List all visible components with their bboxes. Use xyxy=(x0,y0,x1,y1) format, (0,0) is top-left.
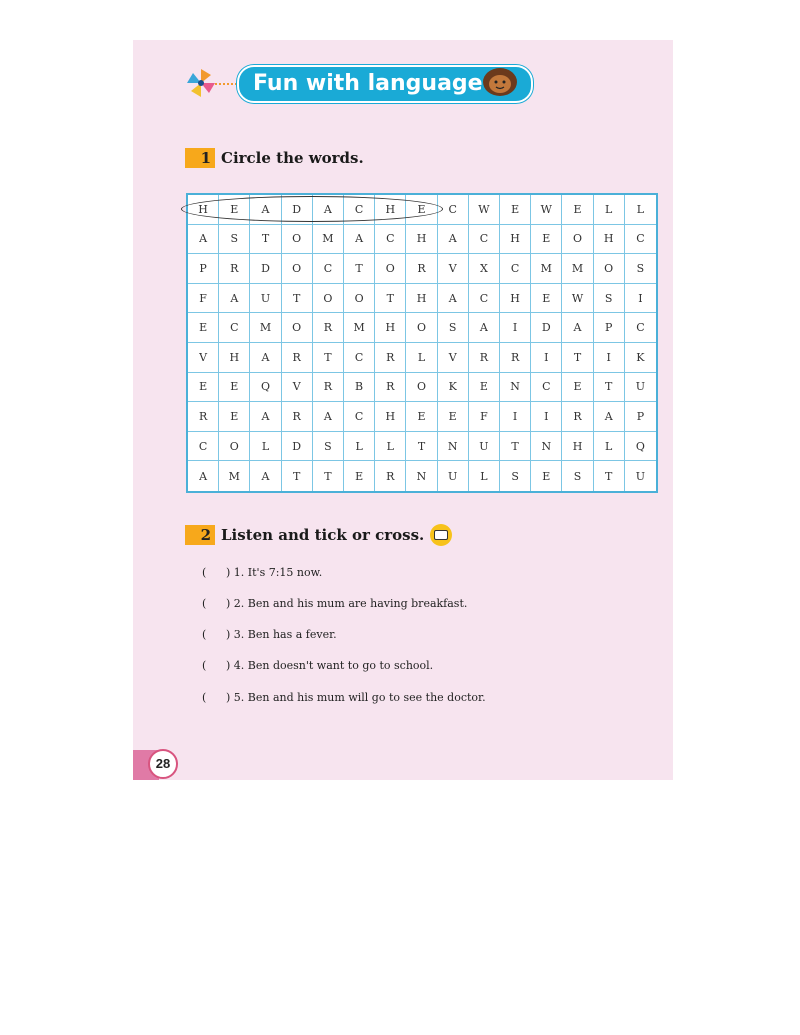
section-banner xyxy=(185,63,525,103)
grid-cell[interactable]: T xyxy=(406,432,437,462)
grid-cell[interactable]: O xyxy=(282,313,313,343)
grid-cell[interactable]: M xyxy=(219,461,250,491)
grid-cell[interactable]: R xyxy=(188,402,219,432)
grid-cell[interactable]: O xyxy=(344,284,375,314)
grid-cell[interactable]: E xyxy=(438,402,469,432)
grid-cell[interactable]: A xyxy=(250,343,281,373)
answer-paren[interactable]: ( xyxy=(202,659,207,672)
section-1-number: 1 xyxy=(185,148,215,168)
grid-cell[interactable]: T xyxy=(500,432,531,462)
grid-cell[interactable]: R xyxy=(282,402,313,432)
grid-cell[interactable]: A xyxy=(562,313,593,343)
grid-cell[interactable]: E xyxy=(219,373,250,403)
grid-cell[interactable]: A xyxy=(438,284,469,314)
grid-cell[interactable]: A xyxy=(188,225,219,255)
question-text: ) 2. Ben and his mum are having breakfast. xyxy=(226,597,468,610)
grid-cell[interactable]: C xyxy=(531,373,562,403)
grid-cell[interactable]: T xyxy=(282,461,313,491)
grid-cell[interactable]: M xyxy=(250,313,281,343)
grid-cell[interactable]: M xyxy=(562,254,593,284)
grid-cell[interactable]: O xyxy=(282,225,313,255)
answer-paren[interactable]: ( xyxy=(202,691,207,704)
grid-cell[interactable]: T xyxy=(594,461,625,491)
question-3 xyxy=(202,628,337,641)
grid-cell[interactable]: B xyxy=(344,373,375,403)
grid-cell[interactable]: R xyxy=(313,313,344,343)
grid-cell[interactable]: L xyxy=(406,343,437,373)
grid-cell[interactable]: L xyxy=(344,432,375,462)
grid-cell[interactable]: O xyxy=(282,254,313,284)
grid-cell[interactable]: D xyxy=(282,195,313,225)
grid-cell[interactable]: C xyxy=(469,284,500,314)
grid-cell[interactable]: E xyxy=(562,195,593,225)
grid-cell[interactable]: C xyxy=(313,254,344,284)
grid-cell[interactable]: K xyxy=(625,343,656,373)
grid-cell[interactable]: A xyxy=(438,225,469,255)
grid-cell[interactable]: O xyxy=(406,313,437,343)
grid-cell[interactable]: T xyxy=(282,284,313,314)
grid-cell[interactable]: A xyxy=(219,284,250,314)
grid-cell[interactable]: H xyxy=(188,195,219,225)
grid-cell[interactable]: R xyxy=(406,254,437,284)
grid-cell[interactable]: E xyxy=(562,373,593,403)
grid-cell[interactable]: T xyxy=(562,343,593,373)
grid-cell[interactable]: R xyxy=(313,373,344,403)
face-icon xyxy=(481,65,519,99)
grid-cell[interactable]: I xyxy=(625,284,656,314)
grid-cell[interactable]: O xyxy=(406,373,437,403)
grid-cell[interactable]: L xyxy=(594,195,625,225)
grid-cell[interactable]: N xyxy=(531,432,562,462)
grid-cell[interactable]: E xyxy=(406,195,437,225)
answer-paren[interactable]: ( xyxy=(202,628,207,641)
grid-cell[interactable]: L xyxy=(625,195,656,225)
grid-cell[interactable]: W xyxy=(469,195,500,225)
grid-cell[interactable]: C xyxy=(375,225,406,255)
grid-cell[interactable]: E xyxy=(531,225,562,255)
grid-cell[interactable]: L xyxy=(375,432,406,462)
grid-cell[interactable]: C xyxy=(625,225,656,255)
grid-cell[interactable]: V xyxy=(438,254,469,284)
grid-cell[interactable]: C xyxy=(500,254,531,284)
grid-cell[interactable]: I xyxy=(531,343,562,373)
grid-cell[interactable]: A xyxy=(250,195,281,225)
grid-cell[interactable]: C xyxy=(438,195,469,225)
grid-cell[interactable]: R xyxy=(500,343,531,373)
grid-cell[interactable]: C xyxy=(469,225,500,255)
grid-cell[interactable]: F xyxy=(469,402,500,432)
grid-cell[interactable]: V xyxy=(188,343,219,373)
grid-cell[interactable]: C xyxy=(219,313,250,343)
grid-cell[interactable]: A xyxy=(250,461,281,491)
grid-cell[interactable]: H xyxy=(500,284,531,314)
question-text: ) 4. Ben doesn't want to go to school. xyxy=(226,659,434,672)
question-text: ) 5. Ben and his mum will go to see the doctor. xyxy=(226,691,486,704)
question-text: ) 3. Ben has a fever. xyxy=(226,628,337,641)
grid-cell[interactable]: H xyxy=(406,284,437,314)
grid-cell[interactable]: D xyxy=(250,254,281,284)
grid-cell[interactable]: H xyxy=(594,225,625,255)
pinwheel-icon xyxy=(185,67,217,99)
grid-cell[interactable]: A xyxy=(313,402,344,432)
grid-cell[interactable]: E xyxy=(188,373,219,403)
grid-cell[interactable]: E xyxy=(344,461,375,491)
grid-cell[interactable]: W xyxy=(531,195,562,225)
grid-cell[interactable]: A xyxy=(188,461,219,491)
cassette-icon xyxy=(430,524,452,546)
grid-cell[interactable]: E xyxy=(406,402,437,432)
question-2 xyxy=(202,597,467,610)
grid-cell[interactable]: L xyxy=(469,461,500,491)
grid-cell[interactable]: I xyxy=(531,402,562,432)
section-2-title: Listen and tick or cross. xyxy=(221,526,425,544)
grid-cell[interactable]: R xyxy=(219,254,250,284)
grid-cell[interactable]: A xyxy=(250,402,281,432)
grid-cell[interactable]: H xyxy=(375,195,406,225)
grid-cell[interactable]: C xyxy=(188,432,219,462)
grid-cell[interactable]: W xyxy=(562,284,593,314)
grid-cell[interactable]: T xyxy=(344,254,375,284)
grid-cell[interactable]: A xyxy=(469,313,500,343)
grid-cell[interactable]: M xyxy=(344,313,375,343)
answer-paren[interactable]: ( xyxy=(202,566,207,579)
grid-cell[interactable]: H xyxy=(375,402,406,432)
grid-cell[interactable]: R xyxy=(469,343,500,373)
grid-cell[interactable]: C xyxy=(344,402,375,432)
grid-cell[interactable]: R xyxy=(375,373,406,403)
grid-cell[interactable]: N xyxy=(438,432,469,462)
banner-title: Fun with language xyxy=(237,65,533,103)
grid-cell[interactable]: L xyxy=(250,432,281,462)
grid-cell[interactable]: U xyxy=(625,373,656,403)
grid-cell[interactable]: E xyxy=(531,284,562,314)
grid-cell[interactable]: E xyxy=(469,373,500,403)
grid-cell[interactable]: M xyxy=(531,254,562,284)
grid-cell[interactable]: M xyxy=(313,225,344,255)
grid-cell[interactable]: C xyxy=(625,313,656,343)
question-4 xyxy=(202,659,433,672)
grid-cell[interactable]: E xyxy=(531,461,562,491)
grid-cell[interactable]: R xyxy=(562,402,593,432)
dotted-connector xyxy=(215,83,237,85)
grid-cell[interactable]: T xyxy=(594,373,625,403)
grid-cell[interactable]: Q xyxy=(625,432,656,462)
grid-cell[interactable]: Q xyxy=(250,373,281,403)
section-2-header xyxy=(185,524,452,546)
grid-cell[interactable]: P xyxy=(594,313,625,343)
grid-cell[interactable]: O xyxy=(375,254,406,284)
question-text: ) 1. It's 7:15 now. xyxy=(226,566,323,579)
grid-cell[interactable]: R xyxy=(282,343,313,373)
answer-paren[interactable]: ( xyxy=(202,597,207,610)
grid-cell[interactable]: A xyxy=(594,402,625,432)
question-5 xyxy=(202,691,486,704)
grid-cell[interactable]: H xyxy=(219,343,250,373)
grid-cell[interactable]: H xyxy=(562,432,593,462)
page-number: 28 xyxy=(148,749,178,779)
section-1-title: Circle the words. xyxy=(221,149,364,167)
grid-cell[interactable]: T xyxy=(313,343,344,373)
grid-cell[interactable]: F xyxy=(188,284,219,314)
grid-cell[interactable]: P xyxy=(625,402,656,432)
grid-cell[interactable]: A xyxy=(313,195,344,225)
grid-cell[interactable]: O xyxy=(594,254,625,284)
grid-cell[interactable]: I xyxy=(594,343,625,373)
grid-cell[interactable]: V xyxy=(282,373,313,403)
grid-cell[interactable]: N xyxy=(500,373,531,403)
grid-cell[interactable]: H xyxy=(500,225,531,255)
grid-cell[interactable]: D xyxy=(282,432,313,462)
grid-cell[interactable]: L xyxy=(594,432,625,462)
grid-cell[interactable]: E xyxy=(219,402,250,432)
grid-cell[interactable]: S xyxy=(500,461,531,491)
section-1-header xyxy=(185,148,364,168)
grid-cell[interactable]: S xyxy=(219,225,250,255)
grid-cell[interactable]: E xyxy=(219,195,250,225)
grid-cell[interactable]: D xyxy=(531,313,562,343)
grid-cell[interactable]: S xyxy=(594,284,625,314)
grid-cell[interactable]: U xyxy=(250,284,281,314)
grid-cell[interactable]: T xyxy=(375,284,406,314)
grid-cell[interactable]: S xyxy=(625,254,656,284)
grid-cell[interactable]: C xyxy=(344,195,375,225)
grid-cell[interactable]: C xyxy=(344,343,375,373)
grid-cell[interactable]: E xyxy=(500,195,531,225)
grid-cell[interactable]: S xyxy=(562,461,593,491)
grid-cell[interactable]: I xyxy=(500,402,531,432)
question-1 xyxy=(202,566,322,579)
grid-cell[interactable]: T xyxy=(313,461,344,491)
grid-cell[interactable]: O xyxy=(313,284,344,314)
grid-cell[interactable]: N xyxy=(406,461,437,491)
grid-cell[interactable]: U xyxy=(635,469,646,483)
grid-cell[interactable]: X xyxy=(469,254,500,284)
grid-cell[interactable]: O xyxy=(562,225,593,255)
grid-cell[interactable]: U xyxy=(438,461,469,491)
grid-cell[interactable]: A xyxy=(344,225,375,255)
grid-cell[interactable]: E xyxy=(188,313,219,343)
grid-cell[interactable]: H xyxy=(406,225,437,255)
grid-cell[interactable]: U xyxy=(469,432,500,462)
grid-cell[interactable]: S xyxy=(438,313,469,343)
grid-cell[interactable]: O xyxy=(219,432,250,462)
grid-cell[interactable]: V xyxy=(438,343,469,373)
grid-cell[interactable]: H xyxy=(375,313,406,343)
grid-cell[interactable]: S xyxy=(313,432,344,462)
grid-cell[interactable]: I xyxy=(500,313,531,343)
section-2-number: 2 xyxy=(185,525,215,545)
grid-cell[interactable]: R xyxy=(375,343,406,373)
grid-cell[interactable]: K xyxy=(438,373,469,403)
grid-cell[interactable]: T xyxy=(250,225,281,255)
grid-cell[interactable]: P xyxy=(188,254,219,284)
word-search-grid xyxy=(186,193,658,493)
grid-cell[interactable]: R xyxy=(375,461,406,491)
